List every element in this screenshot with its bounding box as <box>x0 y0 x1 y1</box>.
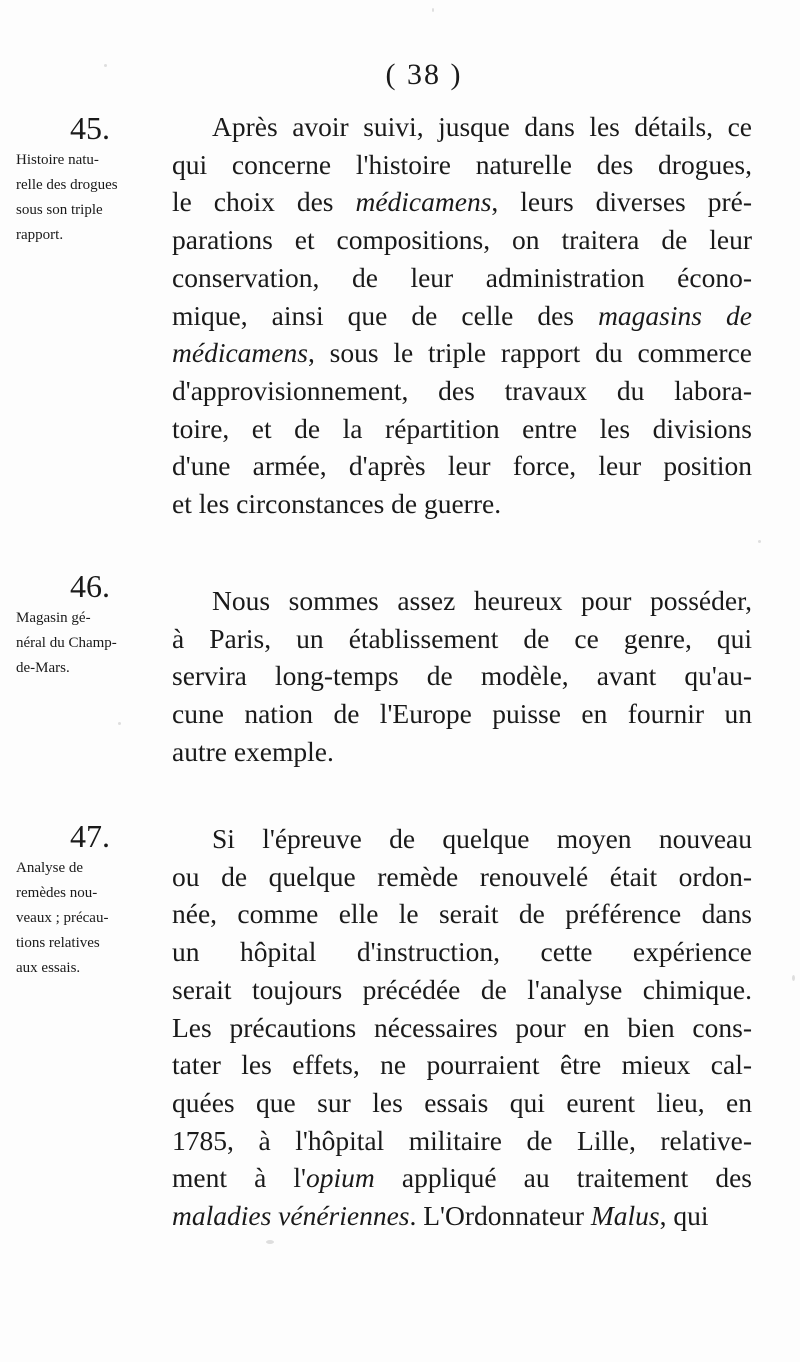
text-line: ou de quelque remède renouvelé était ordon- <box>172 860 752 892</box>
text-line: conservation, de leur administration écono- <box>172 261 752 293</box>
text-line: tater les effets, ne pourraient être mieux cal- <box>172 1049 752 1081</box>
paper-speck <box>266 1240 274 1244</box>
margin-note <box>16 818 164 981</box>
text-line: Les précautions nécessaires pour en bien cons- <box>172 1011 752 1043</box>
paragraph <box>172 108 752 523</box>
text-line: mique, ainsi que de celle des magasins de <box>172 299 752 331</box>
text-line: servira long-temps de modèle, avant qu'au- <box>172 660 752 692</box>
margin-line: veaux ; précau- <box>16 910 109 926</box>
margin-line: néral du Champ- <box>16 635 117 651</box>
margin-line: sous son triple <box>16 202 103 218</box>
paper-speck <box>432 8 434 12</box>
paragraph <box>172 582 752 771</box>
text-line: qui concerne l'histoire naturelle des drogues, <box>172 148 752 180</box>
text-line: née, comme elle le serait de préférence dans <box>172 898 752 930</box>
margin-line: tions relatives <box>16 935 100 951</box>
margin-line: Analyse de <box>16 860 84 876</box>
text-line: serait toujours précédée de l'analyse chimique. <box>172 973 752 1005</box>
section-number: 45. <box>70 110 110 146</box>
paper-speck <box>758 540 761 543</box>
paper-speck <box>104 64 107 67</box>
text-line: maladies vénériennes. L'Ordonnateur Malus, qui <box>172 1200 709 1232</box>
margin-note <box>16 110 164 248</box>
margin-summary <box>16 606 164 681</box>
section-number: 46. <box>70 568 110 604</box>
text-line: d'une armée, d'après leur force, leur position <box>172 450 752 482</box>
paper-speck <box>792 975 795 981</box>
margin-line: rapport. <box>16 227 64 243</box>
margin-line: de-Mars. <box>16 660 70 676</box>
margin-line: aux essais. <box>16 960 81 976</box>
paragraph <box>172 820 752 1235</box>
text-line: un hôpital d'instruction, cette expérience <box>172 936 752 968</box>
text-line: ment à l'opium appliqué au traitement des <box>172 1162 752 1194</box>
section-number: 47. <box>70 818 110 854</box>
margin-summary <box>16 148 164 248</box>
text-line: 1785, à l'hôpital militaire de Lille, relative- <box>172 1124 752 1156</box>
paper-speck <box>118 722 121 725</box>
margin-note <box>16 568 164 681</box>
margin-line: Magasin gé- <box>16 610 91 626</box>
text-line: toire, et de la répartition entre les divisions <box>172 412 752 444</box>
text-line: et les circonstances de guerre. <box>172 488 502 520</box>
text-line: parations et compositions, on traitera de leur <box>172 224 752 256</box>
text-line: à Paris, un établissement de ce genre, qui <box>172 622 752 654</box>
page-number: ( 38 ) <box>385 58 463 91</box>
margin-line: remèdes nou- <box>16 885 98 901</box>
text-line: Nous sommes assez heureux pour posséder, <box>212 585 752 616</box>
margin-summary <box>16 856 164 981</box>
text-line: quées que sur les essais qui eurent lieu, en <box>172 1086 752 1118</box>
text-line: Après avoir suivi, jusque dans les détails, ce <box>212 111 752 142</box>
text-line: autre exemple. <box>172 735 334 767</box>
margin-line: Histoire natu- <box>16 152 99 168</box>
margin-line: relle des drogues <box>16 177 118 193</box>
text-line: d'approvisionnement, des travaux du labora- <box>172 374 752 406</box>
text-line: le choix des médicamens, leurs diverses pré- <box>172 186 752 218</box>
text-line: cune nation de l'Europe puisse en fournir un <box>172 698 752 730</box>
text-line: Si l'épreuve de quelque moyen nouveau <box>212 823 752 854</box>
text-line: médicamens, sous le triple rapport du commerce <box>172 337 752 369</box>
